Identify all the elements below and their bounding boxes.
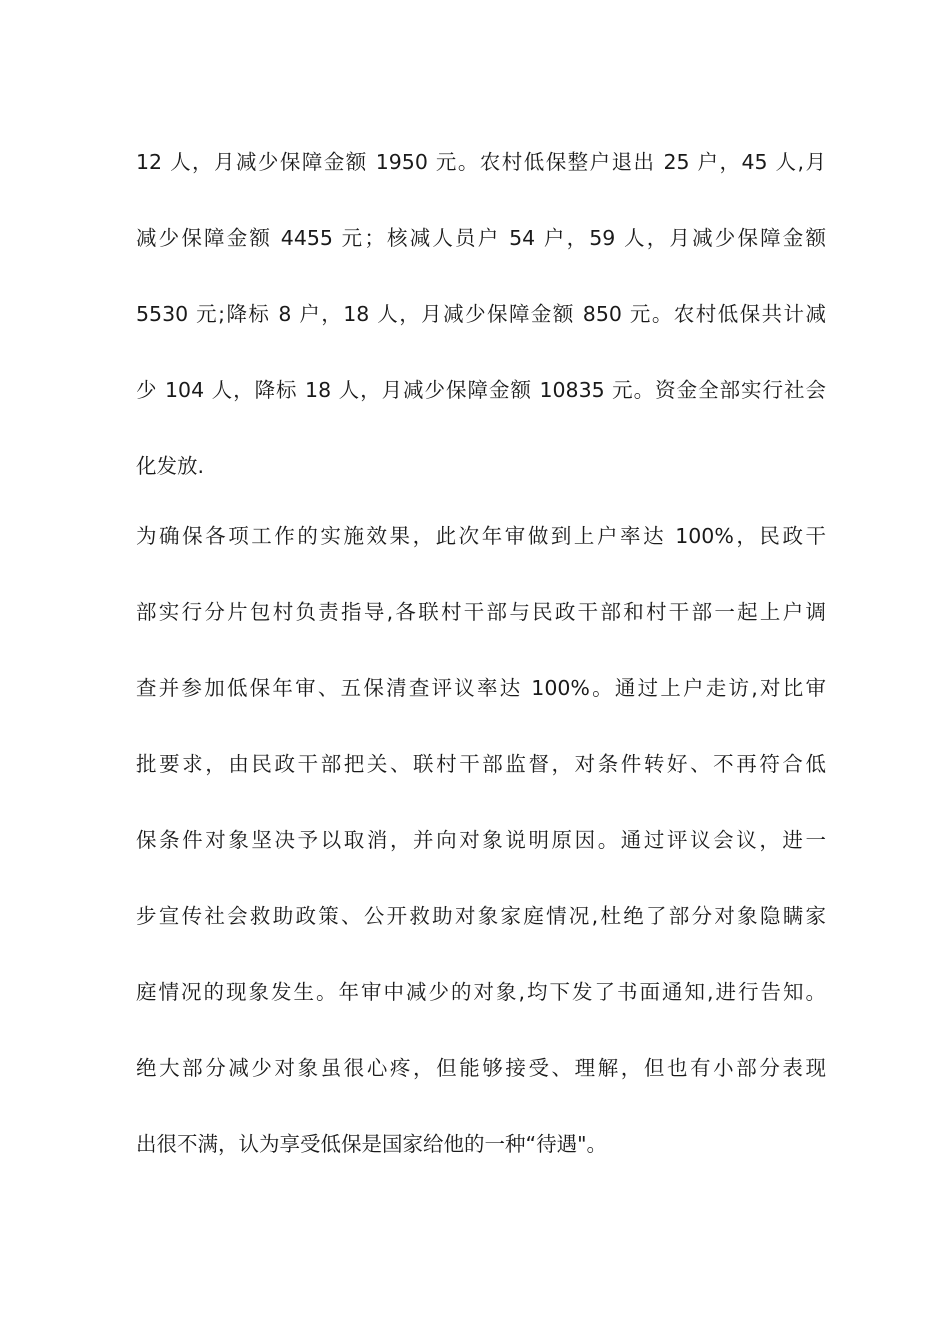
paragraph-2-line: 庭情况的现象发生。年审中减少的对象,均下发了书面通知,进行告知。: [136, 980, 826, 1004]
paragraph-2-line: 查并参加低保年审、五保清查评议率达 100%。通过上户走访,对比审: [136, 676, 826, 700]
paragraph-2-line: 部实行分片包村负责指导,各联村干部与民政干部和村干部一起上户调: [136, 600, 826, 624]
paragraph-1-line: 5530 元;降标 8 户，18 人，月减少保障金额 850 元。农村低保共计减: [136, 302, 826, 326]
paragraph-1: [136, 124, 826, 504]
paragraph-1-line: 12 人，月减少保障金额 1950 元。农村低保整户退出 25 户，45 人,月: [136, 150, 826, 174]
paragraph-2-line: 出很不满，认为享受低保是国家给他的一种“待遇"。: [136, 1132, 608, 1156]
paragraph-1-line: 少 104 人，降标 18 人，月减少保障金额 10835 元。资金全部实行社会: [136, 378, 826, 402]
paragraph-2-line: 绝大部分减少对象虽很心疼，但能够接受、理解，但也有小部分表现: [136, 1056, 826, 1080]
paragraph-1-line: 化发放.: [136, 454, 205, 478]
paragraph-2-line: 步宣传社会救助政策、公开救助对象家庭情况,杜绝了部分对象隐瞒家: [136, 904, 826, 928]
paragraph-2-line: 批要求，由民政干部把关、联村干部监督，对条件转好、不再符合低: [136, 752, 826, 776]
paragraph-1-line: 减少保障金额 4455 元；核减人员户 54 户，59 人，月减少保障金额: [136, 226, 826, 250]
paragraph-2-line: 为确保各项工作的实施效果，此次年审做到上户率达 100%，民政干: [136, 524, 826, 548]
paragraph-2: [136, 498, 826, 1182]
paragraph-2-line: 保条件对象坚决予以取消，并向对象说明原因。通过评议会议，进一: [136, 828, 826, 852]
